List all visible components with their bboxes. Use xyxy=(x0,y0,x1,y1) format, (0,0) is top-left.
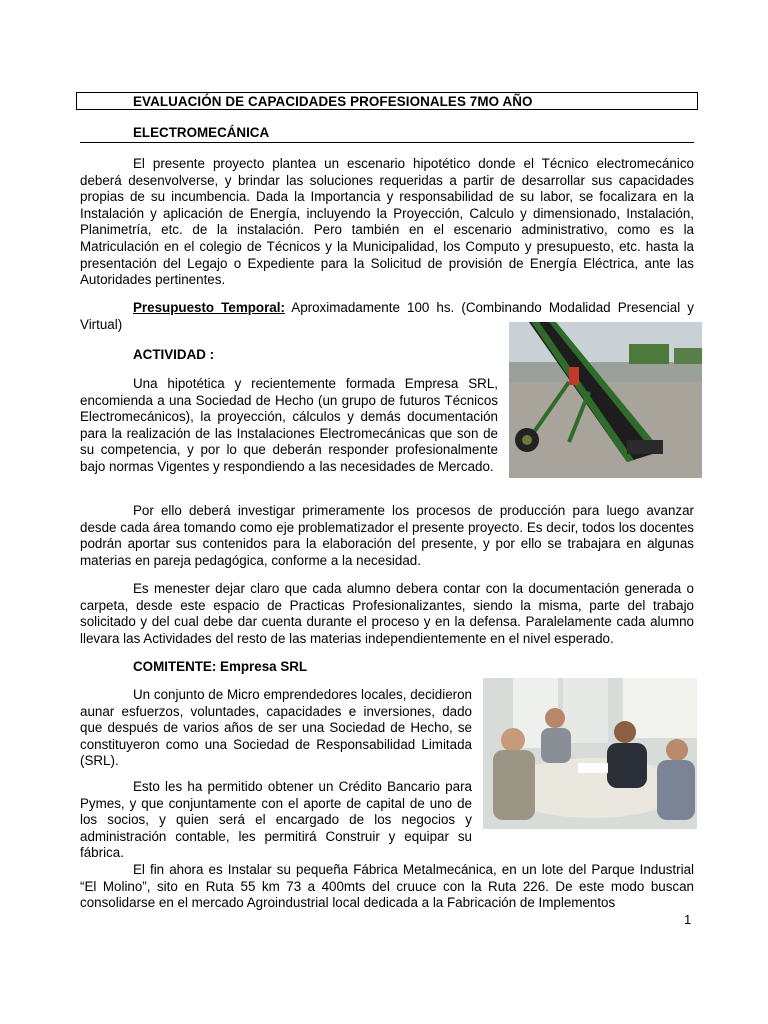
conveyor-photo xyxy=(509,322,702,478)
client-paragraph-2: Esto les ha permitido obtener un Crédito Bancario para Pymes, y que conjuntamente con el aporte de capital de uno de los socios, y quien será el encargado de los negocios y administración contable, les permitirá Construir y equipar su fábrica. xyxy=(80,779,472,861)
goal-paragraph: El fin ahora es Instalar su pequeña Fábrica Metalmecánica, en un lote del Parque Industrial “El Molino”, sito en Ruta 55 km 73 a 400mts del cruuce con la Ruta 226. De este modo buscan consolidarse en el mercado Agroindustrial local dedicada a la Fabricación de Implementos xyxy=(80,862,694,911)
client-paragraph-1: Un conjunto de Micro emprendedores locales, decidieron aunar esfuerzos, voluntades, capacidades e inversiones, dado que después de varios años de ser una Sociedad de Hecho, se constituyeron como una Sociedad de Responsabilidad Limitada (SRL). xyxy=(80,687,472,769)
subtitle-rule xyxy=(80,142,694,143)
document-subtitle: ELECTROMECÁNICA xyxy=(133,125,270,140)
meeting-photo xyxy=(483,678,697,829)
documentation-paragraph: Es menester dejar claro que cada alumno debera contar con la documentación generada o carpeta, desde este espacio de Practicas Profesionalizantes, siendo la misma, parte del trabajo solicitado y del cual debe dar cuenta durante el proceso y en la defensa. Paralelamente cada alumno llevara las Actividades del resto de las materias independientemente en el nivel esperado. xyxy=(80,581,694,646)
budget-text: Aproximadamente 100 hs. (Combinando Modalidad Presencial y Virtual) xyxy=(80,300,694,332)
budget-label: Presupuesto Temporal: xyxy=(133,300,285,315)
activity-heading: ACTIVIDAD : xyxy=(133,347,215,362)
document-title: EVALUACIÓN DE CAPACIDADES PROFESIONALES 7MO AÑO xyxy=(133,94,533,109)
intro-paragraph: El presente proyecto plantea un escenario hipotético donde el Técnico electromecánico deberá desenvolverse, y brindar las soluciones requeridas a partir de desarrollar sus capacidades propias de su incumbencia. Dada la Importancia y responsabilidad de su labor, se focalizara en la Instalación y aplicación de Energía, incluyendo la Proyección, Calculo y dimensionado, Instalación, Planimetría, etc. de la instalación. Pero también en el escenario administrativo, como es la Matriculación en el colegio de Técnicos y la Municipalidad, los Computo y presupuesto, etc. hasta la presentación del Legajo o Expediente para la Solicitud de provisión de Energía Eléctrica, ante las Autoridades pertinentes. xyxy=(80,156,694,288)
investigate-paragraph: Por ello deberá investigar primeramente los procesos de producción para luego avanzar desde cada área tomando como eje problematizador el presente proyecto. Es decir, todos los docentes podrán aportar sus contenidos para la elaboración del presente, y por ello se trabajara en algunas materias en pareja pedagógica, conforme a la necesidad. xyxy=(80,503,694,568)
page-number: 1 xyxy=(684,912,692,927)
activity-paragraph: Una hipotética y recientemente formada Empresa SRL, encomienda a una Sociedad de Hecho (un grupo de futuros Técnicos Electromecánicos), la proyección, cálculos y demás documentación para la realización de las Instalaciones Electromecánicas que son de su competencia, y por lo que deberán responder profesionalmente bajo normas Vigentes y respondiendo a las necesidades de Mercado. xyxy=(80,376,498,474)
client-heading: COMITENTE: Empresa SRL xyxy=(133,659,308,674)
